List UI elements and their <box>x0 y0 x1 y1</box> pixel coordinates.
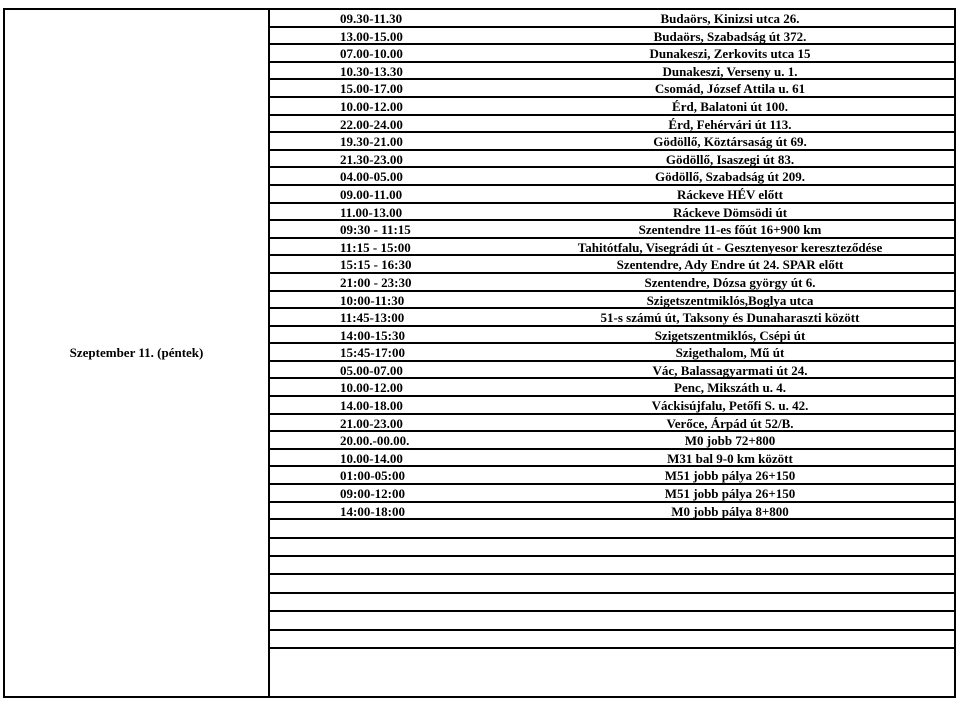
row-location: Szentendre, Dózsa györgy út 6. <box>644 274 816 290</box>
table-row <box>270 432 954 450</box>
table-row <box>270 379 954 397</box>
table-row <box>270 612 954 630</box>
row-time: 09:00-12:00 <box>340 486 405 502</box>
row-location: M51 jobb pálya 26+150 <box>664 468 796 484</box>
table-row <box>270 520 954 538</box>
row-time: 10.30-13.30 <box>340 63 403 79</box>
row-location: Érd, Fehérvári út 113. <box>668 116 792 132</box>
row-location: Budaörs, Kinizsi utca 26. <box>660 11 800 26</box>
row-location: Ráckeve Dömsödi út <box>672 204 788 220</box>
table-row <box>270 204 954 222</box>
row-time: 13.00-15.00 <box>340 28 403 44</box>
row-location: Budaörs, Szabadság út 372. <box>653 28 807 44</box>
row-time: 20.00.-00.00. <box>340 433 410 449</box>
row-location: M51 jobb pálya 26+150 <box>664 486 796 502</box>
row-time: 15:15 - 16:30 <box>340 257 412 273</box>
table-row <box>270 397 954 415</box>
table-row <box>270 151 954 169</box>
row-time: 10.00-14.00 <box>340 450 403 466</box>
table-row <box>270 327 954 345</box>
table-row <box>270 362 954 380</box>
row-time: 22.00-24.00 <box>340 116 403 132</box>
row-time: 07.00-10.00 <box>340 46 403 62</box>
table-row <box>270 539 954 557</box>
row-time: 14:00-15:30 <box>340 327 405 343</box>
table-row <box>270 256 954 274</box>
row-location: Gödöllő, Isaszegi út 83. <box>665 151 795 167</box>
row-location: Szigethalom, Mű út <box>675 345 785 361</box>
table-row <box>270 631 954 649</box>
row-location: Ráckeve HÉV előtt <box>677 186 783 202</box>
table-row <box>270 168 954 186</box>
row-time: 10.00-12.00 <box>340 98 403 114</box>
row-location: Verőce, Árpád út 52/B. <box>666 415 794 431</box>
row-time: 11:15 - 15:00 <box>340 239 411 255</box>
table-row <box>270 63 954 81</box>
table-row <box>270 450 954 468</box>
row-location: Tahitótfalu, Visegrádi út - Gesztenyesor kereszteződése <box>577 239 883 255</box>
row-time: 15.00-17.00 <box>340 81 403 97</box>
row-time: 21.00-23.00 <box>340 415 403 431</box>
table-row <box>270 557 954 575</box>
row-time: 09.00-11.00 <box>340 186 403 202</box>
row-time: 11:45-13:00 <box>340 310 405 326</box>
row-location: Váckisújfalu, Petőfi S. u. 42. <box>651 398 809 414</box>
schedule-rows <box>270 10 954 667</box>
row-location: Dunakeszi, Verseny u. 1. <box>662 63 798 79</box>
table-row <box>270 10 954 28</box>
row-time: 21:00 - 23:30 <box>340 274 412 290</box>
table-row <box>270 503 954 521</box>
table-row <box>270 80 954 98</box>
row-location: Szentendre, Ady Endre út 24. SPAR előtt <box>616 257 844 273</box>
row-location: Csomád, József Attila u. 61 <box>654 81 806 97</box>
table-row <box>270 221 954 239</box>
row-time: 01:00-05:00 <box>340 468 405 484</box>
row-time: 09:30 - 11:15 <box>340 222 411 238</box>
row-location: Dunakeszi, Zerkovits utca 15 <box>649 46 811 62</box>
row-time: 09.30-11.30 <box>340 11 403 26</box>
row-time: 04.00-05.00 <box>340 169 403 185</box>
table-row <box>270 45 954 63</box>
row-time: 10.00-12.00 <box>340 380 403 396</box>
row-location: Gödöllő, Szabadság út 209. <box>655 169 805 185</box>
row-time: 11.00-13.00 <box>340 204 403 220</box>
table-row <box>270 594 954 612</box>
table-row <box>270 133 954 151</box>
row-time: 14:00-18:00 <box>340 503 405 519</box>
table-row <box>270 485 954 503</box>
table-row <box>270 292 954 310</box>
table-row <box>270 309 954 327</box>
day-cell <box>3 8 270 698</box>
row-location: M0 jobb 72+800 <box>684 433 776 449</box>
row-location: M31 bal 9-0 km között <box>667 450 793 466</box>
row-location: Érd, Balatoni út 100. <box>672 98 788 114</box>
day-label: Szeptember 11. (péntek) <box>69 345 204 360</box>
row-location: Szentendre 11-es főút 16+900 km <box>638 222 822 238</box>
row-time: 10:00-11:30 <box>340 292 405 308</box>
row-location: 51-s számú út, Taksony és Dunaharaszti között <box>600 310 860 326</box>
table-row <box>270 575 954 593</box>
row-location: Penc, Mikszáth u. 4. <box>674 380 786 396</box>
row-location: Gödöllő, Köztársaság út 69. <box>653 134 807 150</box>
table-row <box>270 467 954 485</box>
row-location: Szigetszentmiklós,Boglya utca <box>646 292 814 308</box>
row-location: M0 jobb pálya 8+800 <box>671 503 789 519</box>
row-time: 14.00-18.00 <box>340 398 403 414</box>
row-location: Vác, Balassagyarmati út 24. <box>652 362 808 378</box>
row-time: 15:45-17:00 <box>340 345 405 361</box>
table-row <box>270 98 954 116</box>
row-time: 19.30-21.00 <box>340 134 403 150</box>
row-time: 21.30-23.00 <box>340 151 403 167</box>
row-time: 05.00-07.00 <box>340 362 403 378</box>
table-row <box>270 239 954 257</box>
row-location: Szigetszentmiklós, Csépi út <box>654 327 806 343</box>
table-row <box>270 415 954 433</box>
table-row <box>270 116 954 134</box>
table-row <box>270 344 954 362</box>
table-row <box>270 649 954 667</box>
table-row <box>270 274 954 292</box>
table-row <box>270 186 954 204</box>
table-row <box>270 28 954 46</box>
